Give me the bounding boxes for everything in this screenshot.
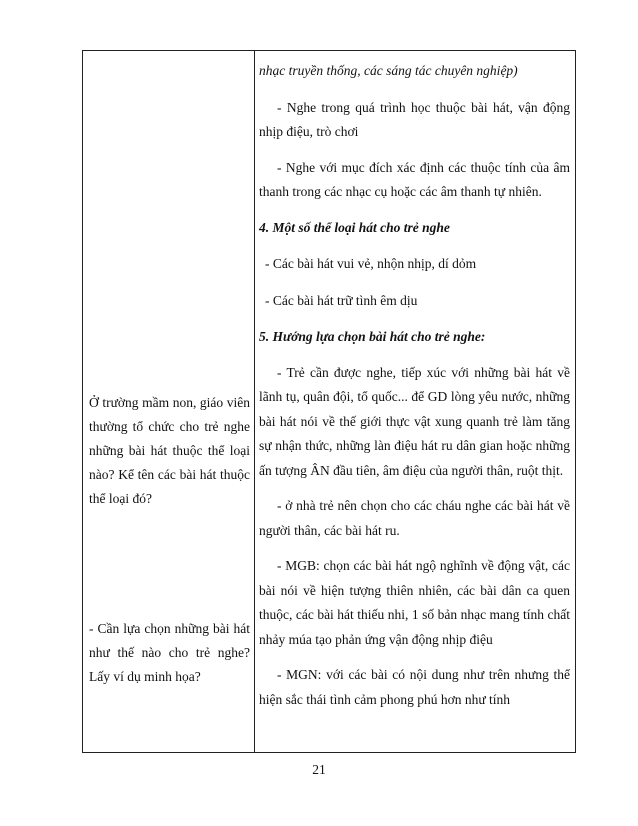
paragraph-2: - Nghe với mục đích xác định các thuộc tính của âm thanh trong các nhạc cụ hoặc các âm thanh tự nhiên. [259,159,570,199]
paragraph-0: nhạc truyền thống, các sáng tác chuyên nghiệp) [259,63,518,78]
paragraph-1: - Nghe trong quá trình học thuộc bài hát, vận động nhịp điệu, trò chơi [259,99,570,139]
paragraph-5: - Trẻ cần được nghe, tiếp xúc với những bài hát về lãnh tụ, quân đội, tổ quốc... để GD lòng yêu nước, những bài hát nói về thế giới thực vật xung quanh trẻ làm tăng sự nhận thức, những làn điệu hát ru dân gian hoặc những ấn tượng ÂN đầu tiên, âm điệu của người thân, ruột thịt. [259,364,570,478]
paragraph-4: - Các bài hát trữ tình êm dịu [265,292,418,308]
heading-4: 4. Một số thể loại hát cho trẻ nghe [259,219,450,235]
answer-cell [259,59,570,712]
column-divider [254,51,255,752]
heading-5: 5. Hướng lựa chọn bài hát cho trẻ nghe: [259,329,486,344]
paragraph-7: - MGB: chọn các bài hát ngộ nghĩnh về động vật, các bài nói về hiện tượng thiên nhiên, các bài dân ca quen thuộc, các bài hát thiếu nhi, 1 số bản nhạc mang tính chất nhảy múa tạo phản ứng vận động nhịp điệu [259,558,570,647]
question-cell-1: Ở trường mầm non, giáo viên thường tổ chức cho trẻ nghe những bài hát thuộc thể loại nào? Kể tên các bài hát thuộc thể loại đó? [89,395,250,506]
question-cell-2: - Cần lựa chọn những bài hát như thế nào cho trẻ nghe? Lấy ví dụ minh họa? [89,621,250,684]
page-number: 21 [312,762,326,777]
paragraph-6: - ở nhà trẻ nên chọn cho các cháu nghe các bài hát về người thân, các bài hát ru. [259,498,570,538]
paragraph-8: - MGN: với các bài có nội dung như trên nhưng thể hiện sắc thái tình cảm phong phú hơn như tính [259,667,570,707]
content-table [82,50,576,753]
paragraph-3: - Các bài hát vui vẻ, nhộn nhịp, dí dỏm [265,256,477,271]
